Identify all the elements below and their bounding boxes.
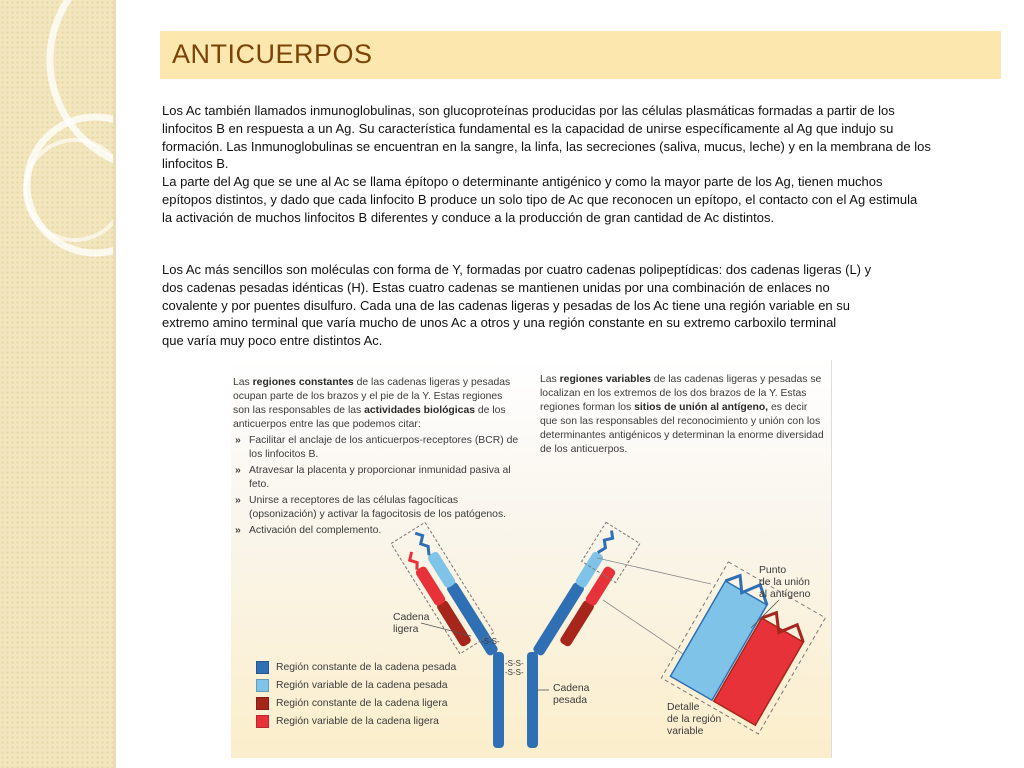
decorative-circles xyxy=(0,0,113,768)
text-segment: de las cadenas ligeras y pesadas ocupan parte de los brazos y el pie de la Y. Estas regiones son las responsables de las xyxy=(233,377,511,416)
list-item: » Facilitar el anclaje de los anticuerpos-receptores (BCR) de los linfocitos B. xyxy=(233,434,521,462)
label-variable-region-detail: Detalle de la región variable xyxy=(667,702,722,737)
slide-title: ANTICUERPOS xyxy=(172,39,373,69)
label-light-chain: Cadena ligera xyxy=(393,612,430,635)
right-arm xyxy=(528,522,640,669)
term-biological-activities: actividades biológicas xyxy=(364,405,475,416)
text-segment: es decir que son las responsables del reconocimiento y unión con los determinantes antigénicos y determinan la enorme diversidad de los anticuerpos. xyxy=(540,402,824,455)
antigen-site-wave-right xyxy=(597,530,616,555)
legend-swatch xyxy=(256,715,269,728)
antibody-figure xyxy=(231,360,832,758)
legend xyxy=(256,660,456,732)
text-segment: Las xyxy=(540,374,560,385)
label-disulfide-bond: -S-S- xyxy=(505,668,524,677)
heavy-chain-stem-right xyxy=(527,652,538,748)
title-bar xyxy=(160,31,1001,79)
legend-item xyxy=(256,714,456,729)
legend-label: Región variable de la cadena ligera xyxy=(276,716,439,727)
sidebar-edge xyxy=(113,0,116,768)
legend-label: Región variable de la cadena pesada xyxy=(276,680,448,691)
term-variable-regions: regiones variables xyxy=(559,374,651,385)
term-constant-regions: regiones constantes xyxy=(252,377,354,388)
label-disulfide-bond: -S-S- xyxy=(505,659,524,668)
decorative-sidebar xyxy=(0,0,113,768)
label-binding-point: Punto de la unión al antígeno xyxy=(759,565,811,600)
heavy-chain-stem-left xyxy=(493,652,504,748)
legend-label: Región constante de la cadena ligera xyxy=(276,698,448,709)
legend-swatch xyxy=(256,661,269,674)
paragraph-antibody-structure: Los Ac más sencillos son moléculas con forma de Y, formadas por cuatro cadenas polipeptídicas: dos cadenas ligeras (L) y dos cadenas pesadas idénticas (H). Estas cuatro cadenas se mantienen unidas por una combinación de enlaces no covalente y por puentes disulfuro. Cada una de las cadenas ligeras y pesadas de los Ac tiene una región variable en su extremo amino terminal que varía mucho de unos Ac a otros y una región constante en su extremo carboxilo terminal que varía muy poco entre distintos Ac. xyxy=(162,262,872,349)
antigen-site-wave-left-light xyxy=(407,552,422,570)
legend-item xyxy=(256,660,456,675)
text-segment: Las xyxy=(233,377,253,388)
legend-swatch xyxy=(256,697,269,710)
text-segment: de las cadenas ligeras y pesadas se localizan en los extremos de los dos brazos de la Y. Estas regiones forman los xyxy=(540,374,822,413)
text-segment: de los anticuerpos entre las que podemos citar: xyxy=(233,405,506,430)
legend-label: Región constante de la cadena pesada xyxy=(276,662,457,673)
label-heavy-chain: Cadena pesada xyxy=(553,683,590,706)
legend-swatch xyxy=(256,679,269,692)
list-item: » Activación del complemento. xyxy=(233,524,521,538)
term-binding-sites: sitios de unión al antígeno, xyxy=(634,402,769,413)
list-item: » Unirse a receptores de las células fagocíticas (opsonización) y activar la fagocitosis de los patógenos. xyxy=(233,494,521,522)
legend-item xyxy=(256,678,456,693)
label-disulfide-bond: -S-S- xyxy=(481,637,500,646)
list-item: » Atravesar la placenta y proporcionar inmunidad pasiva al feto. xyxy=(233,464,521,492)
legend-item xyxy=(256,696,456,711)
paragraph-antibodies-definition: Los Ac también llamados inmunoglobulinas, son glucoproteínas producidas por las células plasmáticas formadas a partir de los linfocitos B en respuesta a un Ag. Su característica fundamental es la capacidad de unirse específicamente al Ag que indujo su formación. Las Inmunoglobulinas se encuentran en la sangre, la linfa, las secreciones (saliva, mucus, leche) y en la membrana de los linfocitos B. La parte del Ag que se une al Ac se llama építopo o determinante antigénico y como la mayor parte de los Ag, tienen muchos epítopos distintos, y dado que cada linfocito B produce un solo tipo de Ac que reconocen un epítopo, el contacto con el Ag estimula la activación de muchos linfocitos B diferentes y conduce a la producción de gran cantidad de Ac distintos. xyxy=(162,103,931,225)
antigen-site-wave-left xyxy=(414,531,433,556)
